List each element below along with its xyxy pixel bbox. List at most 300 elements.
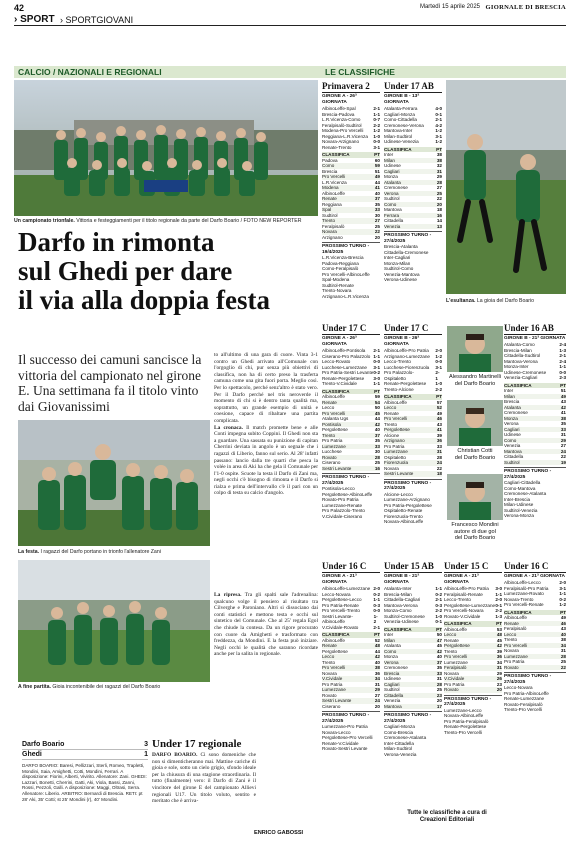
team-points: 31	[436, 168, 442, 174]
result-teams: Renate-Pergolettese	[322, 375, 365, 381]
table-girone: GIRONE A - 26ª GIORNATA	[322, 336, 357, 347]
table-title: Under 16 AB	[504, 322, 566, 335]
article-body-col1: to all'ultimo di una gara di cuore. Vinta 3-1 contro un Ghedi arrivato all'Comunale con l'orgoglio di chi, pur senza più obiettivi di classifica, non ha di certo preso la trasferta camuna come una gita fuori porta. Meglio così. Per lo spettacolo, perché senz'altro è stato vero. Per il Darfo perché nel tris neroverde il momento di chi si è dentro tanta qualità ma, soprattutto, un grande esempio di unità e coesione, capace di ribaltare una partita complicata. La cronaca. Il match promette bene e alle Conti impegna subito Coppini. Il Ghedi non sta a guardare. Una sassata su punizione di capitan Cherrini deviata in angolo è un segnale che i ragazzi di Liberio, fanno sul serio. Al 28' infatti passano: lancio dalla tre quarti che pesca la volée in area di Aki ha che gela il Comunale per l'1-0 ospite. Scuote la testa il Darfo di Zani ma, negli occhi c'è bisogno di rimonta e il Darfo si rialza e prima dell'intervallo c'è il pari con un colpo di testa su calcio d'angolo.	[214, 352, 318, 497]
result-teams: Brescia-Milan	[504, 347, 532, 353]
team-name: Renate	[322, 399, 337, 405]
next-fixture: Lecco-Novara	[504, 685, 533, 690]
classifica-label: CLASSIFICA	[384, 146, 412, 152]
next-fixture: Rovato-Sestri Levante	[322, 746, 368, 751]
team-name: Spal	[322, 207, 332, 212]
result-score: 1-3	[495, 613, 502, 619]
result-score: 3-1	[373, 364, 380, 370]
next-round-label: PROSSIMO TURNO - 27/4/2025	[384, 231, 442, 244]
team-name: Pergolettese	[444, 643, 470, 648]
result-teams: Brescia-Padova	[322, 111, 355, 117]
team-name: Rovato	[444, 687, 459, 692]
article-author: ENRICO GABOSSI	[254, 830, 304, 836]
next-fixture: Inter-Brescia	[504, 496, 531, 502]
team-points: 22	[436, 465, 442, 471]
next-fixture: Pergolettese-Pro Vercelli	[322, 735, 373, 740]
team-points: 27	[374, 692, 380, 698]
result-teams: Cremonese-Verona	[384, 122, 424, 128]
team-points: 54	[374, 399, 380, 405]
team-points: 59	[374, 163, 380, 168]
team-name: Renate	[444, 637, 459, 643]
team-points: 29	[560, 437, 566, 443]
result-teams: Lecco-Novara	[322, 591, 351, 597]
team-name: Cremonese	[384, 185, 408, 190]
next-fixture: Trento-Pro Vercelli	[504, 707, 542, 712]
next-fixture: Verona-Udinese	[384, 277, 417, 282]
team-points: 59	[374, 394, 380, 399]
classifica-label: CLASSIFICA	[504, 382, 532, 388]
team-name: Novara	[322, 229, 337, 234]
team-points: 36	[436, 438, 442, 443]
result-score: 0-3	[435, 602, 442, 608]
team-points: 29	[496, 670, 502, 676]
team-name: Mantova	[384, 703, 402, 709]
result-teams: AlbinoLeffe-Pro Patria	[384, 348, 429, 353]
team-name: Cittadella	[384, 692, 404, 698]
category-label: CALCIO / NAZIONALI E REGIONALI	[18, 67, 162, 77]
team-points: 33	[374, 443, 380, 449]
result-teams: Milan-Sudtirol	[384, 133, 413, 139]
table-row	[384, 224, 442, 230]
team-points: 31	[436, 676, 442, 681]
next-round-label: PROSSIMO TURNO - 27/4/2025	[384, 711, 442, 724]
team-points: 23	[496, 681, 502, 687]
team-points: 18	[436, 471, 442, 476]
player-caption-martinelli: Alessandro Martinelli del Darfo Boario	[449, 374, 501, 387]
team-points: 22	[436, 196, 442, 201]
result-teams: Monza-Como	[384, 608, 412, 613]
team-points: 28	[374, 454, 380, 460]
team-name: Venezia	[504, 443, 521, 448]
result-teams: Renate-Trento	[322, 144, 352, 150]
team-name: Pro Vercelli	[444, 654, 468, 659]
team-name: Lumezzane	[504, 653, 528, 659]
team-points: 42	[436, 648, 442, 654]
table-row	[322, 704, 380, 710]
next-fixture: Verona-Venezia	[384, 751, 417, 757]
result-teams: Sestri Levante-AlbinoLeffe	[322, 613, 353, 624]
team-points: 24	[560, 448, 566, 454]
result-score: 2-0	[559, 580, 566, 585]
team-name: Trento	[504, 637, 518, 642]
result-row	[384, 619, 442, 625]
next-fixture: L.R.Vicenza-Brescia	[322, 255, 364, 260]
result-score: 3-1	[373, 144, 380, 150]
team-points: 34	[374, 676, 380, 681]
team-name: Sudtirol	[504, 459, 520, 465]
classifica-label: CLASSIFICA	[444, 621, 472, 626]
team-name: Pro Patria	[384, 443, 405, 449]
next-fixture: Inter-Cagliari	[384, 255, 411, 260]
team-name: AlbinoLeffe	[322, 394, 345, 399]
table-girone: GIRONE A - 21ª GIORNATA	[444, 574, 479, 585]
table-title: Under 16 C	[322, 560, 380, 573]
team-name: Sestri Levante	[384, 471, 414, 476]
result-score: 1-0	[435, 613, 442, 619]
team-name: Renate	[322, 196, 337, 201]
result-score: 1-2	[559, 602, 566, 607]
result-teams: Monza-Inter	[504, 364, 529, 369]
team-name: Cremonese	[384, 665, 408, 670]
team-points: 41	[560, 410, 566, 415]
result-teams: Lecco-Trento	[384, 359, 411, 364]
team-points: 50	[374, 405, 380, 410]
next-fixture: Cagliari-Monza	[384, 724, 415, 729]
pt-label: PT	[496, 621, 502, 626]
classifica-label: CLASSIFICA	[384, 626, 412, 632]
team-name: Cremonese	[504, 410, 528, 415]
result-score: 0-0	[373, 359, 380, 364]
table-under15ab	[384, 560, 442, 757]
team-points: 48	[374, 643, 380, 648]
table-row	[384, 471, 442, 477]
next-fixture: Pro Palazzolo-Trento	[322, 508, 365, 513]
result-score: 2-1	[559, 353, 566, 358]
team-points: 52	[374, 637, 380, 643]
result-teams: AlbinoLeffe-Lecco	[504, 580, 541, 585]
team-points: 35	[560, 421, 566, 426]
match-score-box	[22, 740, 148, 760]
team-name: AlbinoLeffe	[444, 626, 467, 632]
result-teams: Renate-Pergolettese	[384, 381, 427, 386]
team-points: 45	[374, 410, 380, 416]
result-teams: Atalanta-Inter	[384, 586, 412, 591]
team-name: Milan	[504, 393, 515, 399]
team-points: 34	[496, 659, 502, 665]
next-round-label: PROSSIMO TURNO - 27/4/2025	[444, 695, 502, 708]
next-fixture: Trento-Pro Vercelli	[444, 729, 482, 735]
team-name: Como	[384, 648, 397, 654]
team-name: Udinese	[384, 163, 401, 168]
result-teams: Venezia-Cagliari	[504, 375, 538, 380]
result-score: 2-0	[495, 597, 502, 602]
result-teams: Pro Patria-Renate	[322, 602, 359, 608]
team-points: 36	[374, 670, 380, 676]
team-name: Renate	[504, 620, 519, 626]
table-under16ab	[504, 322, 566, 519]
table-primavera2	[322, 80, 380, 299]
team-points: 43	[436, 421, 442, 427]
team-points: 30	[374, 449, 380, 454]
team-points: 51	[560, 388, 566, 393]
team-name: AlbinoLeffe	[504, 615, 527, 620]
team-points: 22	[374, 229, 380, 234]
team-points: 22	[560, 454, 566, 459]
result-row	[384, 139, 442, 145]
next-fixture: Sudtirol-Como	[384, 266, 414, 271]
team-name: Cittadella	[504, 454, 524, 459]
team-points: 51	[374, 168, 380, 174]
player-photo-cotti	[447, 400, 503, 446]
player-caption-mondini: Francesco Mondini autore di due gol del Darfo Boario	[451, 522, 499, 542]
team-name: Lumezzane	[322, 443, 346, 449]
team-points: 41	[436, 427, 442, 432]
team-name: Lecco	[384, 405, 397, 410]
table-under17c-a	[322, 322, 380, 519]
photo2-caption: La festa. I ragazzi del Darfo portano in trionfo l'allenatore Zani	[18, 549, 161, 555]
table-row	[504, 665, 566, 671]
result-score: 1-1	[373, 111, 380, 117]
team-name: Venezia	[384, 223, 401, 229]
team-points: 31	[374, 681, 380, 687]
result-teams: Udinese-Venezia	[384, 139, 419, 144]
team-name: Sudtirol	[384, 687, 400, 692]
team-points: 29	[436, 174, 442, 179]
next-fixture: Renate-V.Cividale	[322, 740, 359, 746]
result-score: 0-1	[495, 602, 502, 608]
classifica-rows	[322, 158, 380, 241]
team-points: 40	[560, 631, 566, 637]
result-score: 1-2	[435, 139, 442, 144]
team-name: AlbinoLeffe	[322, 190, 345, 196]
result-score: 2-1	[435, 597, 442, 602]
result-score: 1-1	[435, 586, 442, 591]
team-points: 18	[436, 207, 442, 212]
team-points: 42	[496, 643, 502, 648]
page-header	[0, 0, 580, 14]
next-fixture: Sudtirol-Venezia	[504, 507, 538, 513]
team-name: Padova	[322, 157, 338, 163]
next-fixture: Fiorenzuola-Trento	[384, 513, 423, 519]
result-teams: Udinese-Cremonese	[504, 369, 547, 375]
team-name: V.Cividale	[444, 676, 465, 681]
photo4-caption: L'esultanza. La gioia del Darfo Boario	[446, 298, 535, 304]
article-body-col3: DARFO BOARIO. Ci sono domeniche che non si dimenticheranno mai. Mattine cariche di gioia e sole, sotto un cielo grigio, sfondo ideale per la chiusura di una stagione straordinaria. Il tutto (finalmente) vero: il Darfo di Zani è il vincitore del girone E del campionato Allievi regionali U17. Un titolo voluto, sentito e meritato che è arriva-	[152, 752, 256, 805]
result-row	[322, 614, 380, 625]
team-points: 49	[436, 410, 442, 416]
table-girone: GIRONE B - 13ª GIORNATA	[384, 94, 420, 105]
team-points: 30	[374, 212, 380, 218]
next-fixture: Como-Brescia	[384, 729, 414, 735]
team-points: 20	[374, 234, 380, 240]
next-round-label: PROSSIMO TURNO - 27/4/2025	[322, 711, 380, 724]
next-fixture: Brescia-Atalanta	[384, 244, 418, 249]
team-points: 28	[436, 454, 442, 460]
table-title: Under 17 C	[322, 322, 380, 335]
next-fixture: Verona-Monza	[504, 513, 534, 518]
result-score: 2-4	[559, 358, 566, 364]
team-points: 24	[374, 698, 380, 703]
header-date: Martedì 15 aprile 2025	[419, 4, 480, 10]
next-fixture: Pergolettese-AlbinoLeffe	[322, 491, 373, 497]
team-points: 20	[496, 687, 502, 692]
classifica-label: CLASSIFICA	[322, 388, 350, 394]
result-score: 0-1	[435, 111, 442, 117]
team-name: Milan	[384, 637, 395, 643]
result-score: 2-2	[495, 608, 502, 613]
result-row	[444, 614, 502, 620]
result-score: 0-0	[373, 139, 380, 144]
result-score: 4-2	[435, 122, 442, 128]
result-score: 1-2	[435, 128, 442, 133]
team-name: Ferrara	[384, 212, 400, 218]
team-name: Como	[504, 437, 517, 443]
result-teams: Ciserano-Pro Palazzolo	[322, 353, 371, 359]
team-name: Lumezzane	[384, 449, 408, 454]
team-points: 28	[560, 653, 566, 659]
team-points: 27	[374, 218, 380, 223]
result-row	[384, 387, 442, 393]
result-score: 0-0	[559, 369, 566, 375]
result-score: 2-2	[435, 608, 442, 613]
result-teams: Lucchese-Lumezzane	[322, 364, 367, 370]
classifica-rows	[322, 638, 380, 710]
result-teams: Atalanta-Como	[504, 342, 535, 347]
team-name: Cagliari	[384, 681, 400, 687]
result-score: 2-0	[373, 586, 380, 591]
result-score: 1-2	[373, 613, 378, 624]
team-name: Ciserano	[322, 703, 341, 709]
result-score: 1-1	[373, 597, 380, 602]
classifica-rows	[504, 615, 566, 670]
team-points: 16	[436, 212, 442, 218]
section-title: › SPORT	[14, 14, 55, 25]
team-points: 35	[436, 665, 442, 670]
team-name: Cagliari	[504, 426, 520, 432]
result-score: 0-0	[435, 359, 442, 364]
team-points: 39	[436, 432, 442, 438]
result-row	[384, 370, 442, 381]
team-name: Novara	[444, 670, 459, 676]
team-points: 42	[560, 404, 566, 410]
team-points: 44	[374, 179, 380, 185]
team-name: Pro Patria	[322, 438, 343, 443]
result-score: 3-1	[435, 133, 442, 139]
team-name: Rovato	[504, 664, 519, 670]
next-fixture: Ospitaletto-Renate	[384, 508, 423, 513]
standings-label: LE CLASSIFICHE	[325, 67, 395, 77]
classifica-label: CLASSIFICA	[504, 609, 532, 615]
next-round-label: PROSSIMO TURNO - 27/4/2025	[384, 479, 442, 492]
result-score: 1-2	[435, 353, 442, 359]
next-fixture: Cagliari-Cittadella	[504, 480, 541, 485]
next-fixture: Alcione-Lecco	[384, 491, 413, 497]
table-row	[504, 460, 566, 466]
team-name: Pro Patria	[504, 659, 525, 664]
team-name: Lucchese	[322, 449, 342, 454]
team-points: 14	[436, 218, 442, 223]
team-name: Inter	[384, 152, 394, 157]
result-score: 2-1	[435, 117, 442, 122]
team-points: 52	[436, 405, 442, 410]
team-points: 23	[436, 692, 442, 698]
team-name: Feralpisalò	[444, 665, 467, 670]
next-fixture: Como-Feralpisalò	[322, 266, 359, 271]
next-fixture: Arzignano-L.R.Vicenza	[322, 293, 369, 299]
next-fixture: Venezia-Mantova	[384, 271, 420, 277]
team-name: Trento	[444, 648, 458, 654]
team-points: 50	[436, 632, 442, 637]
team-name: Monza	[384, 654, 398, 659]
team-points: 53	[496, 626, 502, 632]
team-name: Pro Vercelli	[322, 665, 346, 670]
team-name: Mantova	[504, 448, 522, 454]
team-points: 37	[374, 196, 380, 201]
result-row	[322, 145, 380, 151]
team-points: 39	[496, 648, 502, 654]
result-teams: Feralpisalò-Renate	[444, 591, 483, 597]
result-score: 1-0	[435, 381, 442, 386]
result-teams: Reggiana-L.R.Vicenza	[322, 133, 368, 139]
result-teams: Atalanta-Ferrara	[384, 106, 418, 111]
result-teams: Pro Vercelli-Trento	[322, 608, 360, 613]
team-points: 27	[560, 443, 566, 448]
team-name: Como	[322, 163, 335, 168]
classifica-rows	[384, 632, 442, 709]
result-score: 1-1	[495, 591, 502, 597]
result-teams: Cittadella-Sudtirol	[504, 353, 541, 358]
result-score: 0-2	[559, 596, 566, 602]
classifica-rows	[504, 388, 566, 465]
result-score: 2-1	[435, 370, 440, 381]
result-teams: Modena-Pro Vercelli	[322, 128, 364, 133]
classifica-label: CLASSIFICA	[322, 632, 350, 637]
team-name: Lecco	[322, 405, 335, 410]
end-of-match-photo	[18, 560, 210, 682]
team-name: Verona	[384, 190, 399, 196]
team-points: 38	[560, 637, 566, 642]
next-round-label: PROSSIMO TURNO - 19/4/2025	[322, 242, 380, 255]
next-fixture: Milan-Sudtirol	[384, 746, 413, 751]
result-teams: Mantova-Verona	[504, 358, 538, 364]
team-points: 17	[436, 703, 442, 709]
team-name: Brescia	[322, 168, 338, 174]
team-points: 40	[436, 654, 442, 659]
next-round-label: PROSSIMO TURNO - 27/4/2025	[322, 473, 380, 486]
pt-label: PT	[374, 632, 380, 637]
team-points: 36	[496, 654, 502, 659]
team-points: 25	[436, 190, 442, 196]
team-points: 46	[560, 620, 566, 626]
team-points: 49	[560, 393, 566, 399]
next-fixture: Lumezzane-Lecco	[444, 707, 482, 713]
team-name: Pergolettese	[322, 648, 348, 654]
classifica-rows	[384, 400, 442, 477]
pt-label: PT	[436, 394, 442, 399]
result-teams: Trento-V.Cividale	[322, 381, 357, 386]
next-fixture: Lumezzane-Arzignano	[384, 497, 430, 502]
team-points: 22	[560, 664, 566, 670]
result-score: 0-3	[373, 602, 380, 608]
team-name: Reggiana	[322, 201, 342, 207]
table-girone: GIRONE B - 26ª GIORNATA	[384, 336, 420, 347]
next-fixture: V.Cividale-Ciserano	[322, 513, 363, 519]
team-points: 42	[374, 654, 380, 659]
team-name: Udinese	[384, 676, 401, 681]
team-points: 31	[496, 665, 502, 670]
table-title: Under 16 C	[504, 560, 566, 573]
result-teams: Lecco-Trento	[444, 597, 471, 602]
team-points: 25	[560, 659, 566, 664]
team-name: Pro Vercelli	[322, 174, 346, 179]
result-teams: AlbinoLeffe-Spal	[322, 106, 356, 111]
next-fixture: Pontisola-Lecco	[322, 486, 355, 491]
team-points: 33	[436, 670, 442, 676]
team-name: Rovato	[322, 692, 337, 698]
team-points: 47	[436, 637, 442, 643]
result-teams: Lumezzane-Rovato	[504, 591, 544, 596]
result-score: 1-2	[373, 128, 380, 133]
team-name: Modena	[322, 185, 339, 190]
result-teams: L.R.Vicenza-Como	[322, 117, 361, 122]
team-name: Fiorenzuola	[384, 460, 409, 465]
team-points: 44	[374, 416, 380, 421]
result-teams: Como-Cittadella	[384, 117, 417, 122]
